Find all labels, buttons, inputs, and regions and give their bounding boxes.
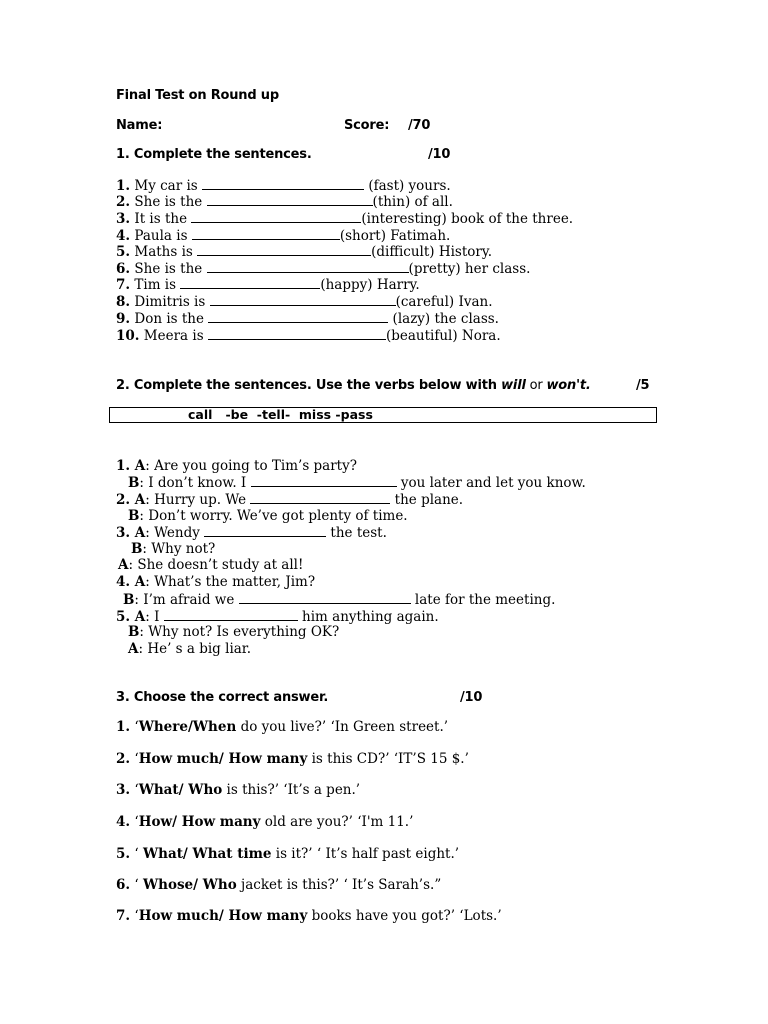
dialogue-line (116, 524, 387, 541)
dialogue-text: : What’s the matter, Jim? (145, 574, 316, 590)
answer-blank (204, 524, 326, 537)
item-number: 2. (116, 492, 135, 508)
or-word: or (525, 378, 547, 393)
answer-blank (250, 491, 390, 504)
dialogue-line (116, 574, 315, 590)
question-rest: is this CD?’ ‘IT’S 15 $.’ (307, 751, 469, 767)
speaker-label: A (134, 609, 146, 625)
item-number: 7. (116, 277, 131, 293)
sentence-item (116, 293, 493, 310)
test-title: Final Test on Round up (116, 88, 279, 103)
question-rest: old are you?’ ‘I'm 11.’ (260, 814, 414, 830)
speaker-label: A (128, 641, 139, 657)
speaker-label: A (134, 492, 146, 508)
item-number: 2. (116, 751, 131, 767)
sentence-end: (careful) Ivan. (395, 294, 493, 310)
section3-heading: 3. Choose the correct answer. (116, 690, 329, 705)
item-number: 10. (116, 328, 140, 344)
answer-blank (197, 243, 371, 256)
answer-blank (191, 210, 361, 223)
verb-box: call -be -tell- miss -pass (109, 407, 657, 423)
sentence-start: It is the (130, 211, 192, 227)
item-number: 2. (116, 194, 131, 210)
question-open-quote: ‘ (130, 719, 139, 735)
sentence-item (116, 227, 450, 244)
answer-blank (208, 310, 388, 323)
question-open-quote: ‘ (130, 814, 139, 830)
answer-options: Whose/ Who (142, 877, 237, 893)
dialogue-text: : I don’t know. I (139, 475, 251, 491)
speaker-label: A (134, 525, 146, 541)
sentence-end: (fast) yours. (364, 178, 451, 194)
sentence-item (116, 243, 492, 260)
section2-heading (116, 378, 591, 393)
dialogue-text: : Hurry up. We (145, 492, 251, 508)
question-rest: is it?’ ‘ It’s half past eight.’ (271, 846, 460, 862)
dialogue-line (116, 608, 439, 625)
sentence-end: (short) Fatimah. (339, 228, 451, 244)
item-number: 4. (116, 574, 135, 590)
question-open-quote: ‘ (130, 782, 139, 798)
question-item (116, 751, 469, 767)
answer-blank (239, 591, 411, 604)
sentence-end: (interesting) book of the three. (361, 211, 574, 227)
name-label: Name: (116, 118, 163, 133)
answer-blank (208, 327, 386, 340)
dialogue-line (128, 508, 408, 524)
sentence-end: (lazy) the class. (388, 311, 499, 327)
dialogue-text: : Why not? Is everything OK? (139, 624, 340, 640)
question-open-quote: ‘ (130, 908, 139, 924)
sentence-end: (pretty) her class. (408, 261, 531, 277)
question-item (116, 846, 459, 862)
sentence-start: Meera is (139, 328, 208, 344)
sentence-item (116, 193, 453, 210)
item-number: 3. (116, 525, 135, 541)
answer-blank (192, 227, 340, 240)
score-label: Score: (344, 118, 390, 133)
sentence-start: She is the (130, 194, 207, 210)
question-item (116, 719, 448, 735)
wont-word: won't. (546, 378, 591, 393)
dialogue-text: : Are you going to Tim’s party? (145, 458, 357, 474)
dialogue-line (128, 624, 339, 640)
dialogue-end: you later and let you know. (396, 475, 586, 491)
section1-points: /10 (428, 147, 451, 162)
question-item (116, 814, 413, 830)
question-open-quote: ‘ (130, 877, 143, 893)
dialogue-text: : She doesn’t study at all! (128, 557, 304, 573)
sentence-end: (thin) of all. (372, 194, 453, 210)
item-number: 1. (116, 178, 131, 194)
item-number: 5. (116, 846, 131, 862)
speaker-label: B (123, 592, 135, 608)
sentence-start: Paula is (130, 228, 192, 244)
item-number: 6. (116, 261, 131, 277)
sentence-end: (happy) Harry. (320, 277, 420, 293)
dialogue-end: him anything again. (297, 609, 439, 625)
sentence-start: Dimitris is (130, 294, 210, 310)
item-number: 5. (116, 244, 131, 260)
item-number: 3. (116, 782, 131, 798)
question-item (116, 782, 360, 798)
sentence-start: Don is the (130, 311, 209, 327)
item-number: 3. (116, 211, 131, 227)
speaker-label: B (128, 475, 140, 491)
will-word: will (501, 378, 526, 393)
speaker-label: A (118, 557, 129, 573)
dialogue-text: : Don’t worry. We’ve got plenty of time. (139, 508, 408, 524)
question-item (116, 908, 502, 924)
question-rest: jacket is this?’ ‘ It’s Sarah’s.” (236, 877, 442, 893)
sentence-item (116, 310, 499, 327)
section3-points: /10 (460, 690, 483, 705)
answer-options: Where/When (138, 719, 237, 735)
section2-heading-text: 2. Complete the sentences. Use the verbs below with (116, 378, 502, 393)
dialogue-text: : I (145, 609, 164, 625)
speaker-label: B (128, 508, 140, 524)
speaker-label: B (128, 624, 140, 640)
speaker-label: A (134, 458, 146, 474)
answer-blank (207, 260, 409, 273)
dialogue-line (128, 474, 586, 491)
section1-heading: 1. Complete the sentences. (116, 147, 312, 162)
item-number: 1. (116, 458, 135, 474)
item-number: 6. (116, 877, 131, 893)
dialogue-line (116, 491, 463, 508)
dialogue-line (131, 541, 215, 557)
sentence-end: (beautiful) Nora. (385, 328, 501, 344)
dialogue-text: : Why not? (142, 541, 216, 557)
dialogue-line (123, 591, 555, 608)
answer-options: How much/ How many (138, 908, 308, 924)
dialogue-line (128, 641, 251, 657)
answer-blank (251, 474, 397, 487)
answer-blank (210, 293, 396, 306)
dialogue-end: late for the meeting. (410, 592, 556, 608)
dialogue-line (118, 557, 303, 573)
item-number: 5. (116, 609, 135, 625)
answer-options: How much/ How many (138, 751, 308, 767)
dialogue-text: : He’ s a big liar. (138, 641, 252, 657)
answer-options: How/ How many (138, 814, 261, 830)
question-rest: do you live?’ ‘In Green street.’ (236, 719, 449, 735)
sentence-item (116, 276, 420, 293)
dialogue-text: : I’m afraid we (134, 592, 239, 608)
dialogue-line (116, 458, 357, 474)
sentence-item (116, 327, 501, 344)
sentence-item (116, 210, 573, 227)
question-open-quote: ‘ (130, 751, 139, 767)
item-number: 4. (116, 228, 131, 244)
answer-blank (202, 177, 364, 190)
answer-blank (164, 608, 298, 621)
answer-blank (207, 193, 373, 206)
sentence-end: (difficult) History. (371, 244, 492, 260)
answer-options: What/ Who (138, 782, 223, 798)
sentence-start: She is the (130, 261, 207, 277)
dialogue-end: the plane. (390, 492, 464, 508)
item-number: 9. (116, 311, 131, 327)
dialogue-text: : Wendy (145, 525, 205, 541)
question-open-quote: ‘ (130, 846, 143, 862)
question-rest: is this?’ ‘It’s a pen.’ (222, 782, 361, 798)
answer-blank (180, 276, 320, 289)
score-total: /70 (408, 118, 431, 133)
item-number: 1. (116, 719, 131, 735)
item-number: 7. (116, 908, 131, 924)
item-number: 4. (116, 814, 131, 830)
speaker-label: A (134, 574, 146, 590)
speaker-label: B (131, 541, 143, 557)
question-rest: books have you got?’ ‘Lots.’ (307, 908, 502, 924)
dialogue-end: the test. (326, 525, 387, 541)
section2-points: /5 (636, 378, 650, 393)
sentence-start: Maths is (130, 244, 198, 260)
sentence-item (116, 177, 451, 194)
question-item (116, 877, 441, 893)
sentence-item (116, 260, 530, 277)
item-number: 8. (116, 294, 131, 310)
sentence-start: My car is (130, 178, 203, 194)
answer-options: What/ What time (142, 846, 272, 862)
sentence-start: Tim is (130, 277, 181, 293)
